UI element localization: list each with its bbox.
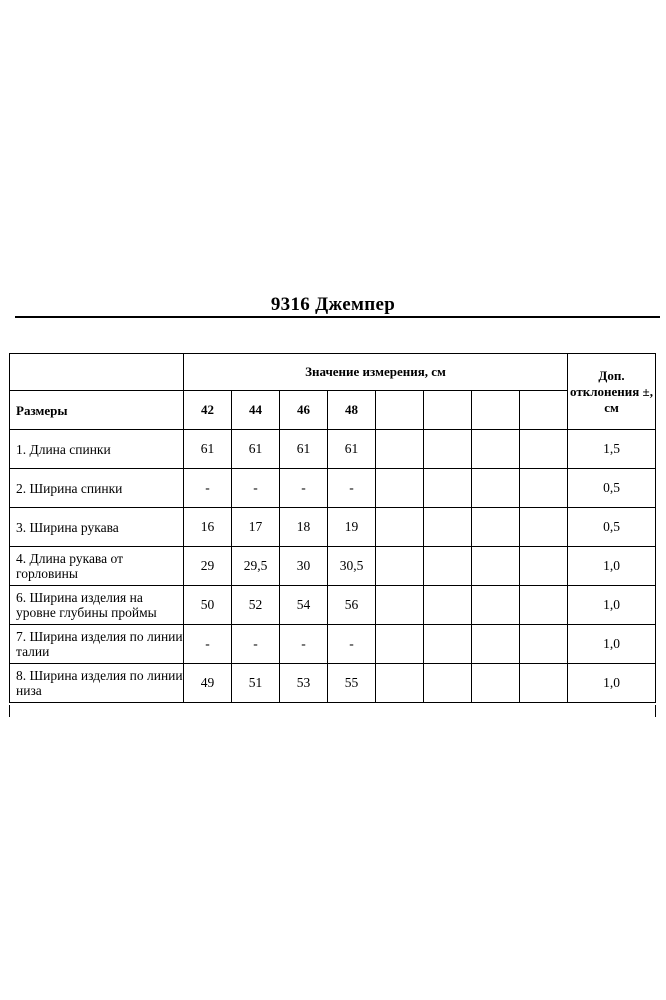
measurement-group-header: Значение измерения, см xyxy=(184,354,568,391)
row-label: 7. Ширина изделия по линии талии xyxy=(10,625,184,664)
empty-value-cell xyxy=(520,547,568,586)
empty-value-cell xyxy=(472,664,520,703)
measurement-value: 61 xyxy=(184,430,232,469)
row-label: 3. Ширина рукава xyxy=(10,508,184,547)
deviation-header: Доп. отклонения ±, см xyxy=(568,354,656,430)
empty-value-cell xyxy=(472,547,520,586)
row-label: 6. Ширина изделия на уровне глубины проймы xyxy=(10,586,184,625)
table-row xyxy=(10,586,656,625)
empty-value-cell xyxy=(376,508,424,547)
measurement-value: - xyxy=(328,469,376,508)
empty-value-cell xyxy=(520,508,568,547)
measurement-value: 61 xyxy=(232,430,280,469)
empty-value-cell xyxy=(376,586,424,625)
document-title: 9316 Джемпер xyxy=(270,294,396,315)
empty-value-cell xyxy=(472,625,520,664)
measurement-value: 30,5 xyxy=(328,547,376,586)
measurement-value: 19 xyxy=(328,508,376,547)
measurement-value: - xyxy=(232,469,280,508)
deviation-value: 0,5 xyxy=(568,469,656,508)
empty-value-cell xyxy=(472,586,520,625)
empty-value-cell xyxy=(520,586,568,625)
empty-value-cell xyxy=(376,469,424,508)
deviation-value: 1,0 xyxy=(568,664,656,703)
table-row xyxy=(10,547,656,586)
table-row xyxy=(10,664,656,703)
measurement-value: - xyxy=(280,625,328,664)
measurement-value: 50 xyxy=(184,586,232,625)
empty-value-cell xyxy=(472,430,520,469)
empty-value-cell xyxy=(376,664,424,703)
size-header: 44 xyxy=(232,391,280,430)
measurement-value: - xyxy=(184,469,232,508)
measurement-value: 51 xyxy=(232,664,280,703)
row-label: 4. Длина рукава от горловины xyxy=(10,547,184,586)
empty-value-cell xyxy=(520,625,568,664)
empty-value-cell xyxy=(424,430,472,469)
empty-value-cell xyxy=(424,586,472,625)
empty-value-cell xyxy=(424,508,472,547)
empty-value-cell xyxy=(424,625,472,664)
measurement-value: 55 xyxy=(328,664,376,703)
empty-value-cell xyxy=(376,430,424,469)
measurement-value: 17 xyxy=(232,508,280,547)
deviation-value: 1,5 xyxy=(568,430,656,469)
empty-size-cell xyxy=(376,391,424,430)
deviation-value: 1,0 xyxy=(568,586,656,625)
empty-value-cell xyxy=(520,430,568,469)
measurement-value: 49 xyxy=(184,664,232,703)
row-label: 1. Длина спинки xyxy=(10,430,184,469)
deviation-value: 0,5 xyxy=(568,508,656,547)
measurement-value: 61 xyxy=(280,430,328,469)
empty-value-cell xyxy=(520,664,568,703)
measurement-value: 54 xyxy=(280,586,328,625)
measurement-value: - xyxy=(184,625,232,664)
deviation-value: 1,0 xyxy=(568,547,656,586)
empty-value-cell xyxy=(424,664,472,703)
empty-value-cell xyxy=(520,469,568,508)
sizes-label: Размеры xyxy=(10,391,184,430)
measurement-value: 56 xyxy=(328,586,376,625)
empty-size-cell xyxy=(424,391,472,430)
table-row xyxy=(10,430,656,469)
measurement-value: 29,5 xyxy=(232,547,280,586)
table-row xyxy=(10,625,656,664)
empty-value-cell xyxy=(376,625,424,664)
measurement-value: 53 xyxy=(280,664,328,703)
empty-size-cell xyxy=(520,391,568,430)
table-row xyxy=(10,469,656,508)
empty-value-cell xyxy=(472,508,520,547)
header-empty-cell xyxy=(10,354,184,391)
empty-size-cell xyxy=(472,391,520,430)
empty-value-cell xyxy=(424,547,472,586)
empty-value-cell xyxy=(472,469,520,508)
size-header: 46 xyxy=(280,391,328,430)
title-underline-rule xyxy=(15,316,660,318)
empty-value-cell xyxy=(376,547,424,586)
size-header: 42 xyxy=(184,391,232,430)
table-row xyxy=(10,508,656,547)
measurement-value: 29 xyxy=(184,547,232,586)
measurement-value: 16 xyxy=(184,508,232,547)
empty-value-cell xyxy=(424,469,472,508)
measurement-value: 52 xyxy=(232,586,280,625)
row-label: 2. Ширина спинки xyxy=(10,469,184,508)
measurement-value: - xyxy=(328,625,376,664)
row-label: 8. Ширина изделия по линии низа xyxy=(10,664,184,703)
measurement-value: - xyxy=(280,469,328,508)
deviation-value: 1,0 xyxy=(568,625,656,664)
measurement-value: 30 xyxy=(280,547,328,586)
measurement-value: 61 xyxy=(328,430,376,469)
measurement-value: 18 xyxy=(280,508,328,547)
table-border-continuation xyxy=(9,705,10,717)
table-border-continuation xyxy=(655,705,656,717)
size-header: 48 xyxy=(328,391,376,430)
measurement-table xyxy=(9,353,656,703)
measurement-value: - xyxy=(232,625,280,664)
